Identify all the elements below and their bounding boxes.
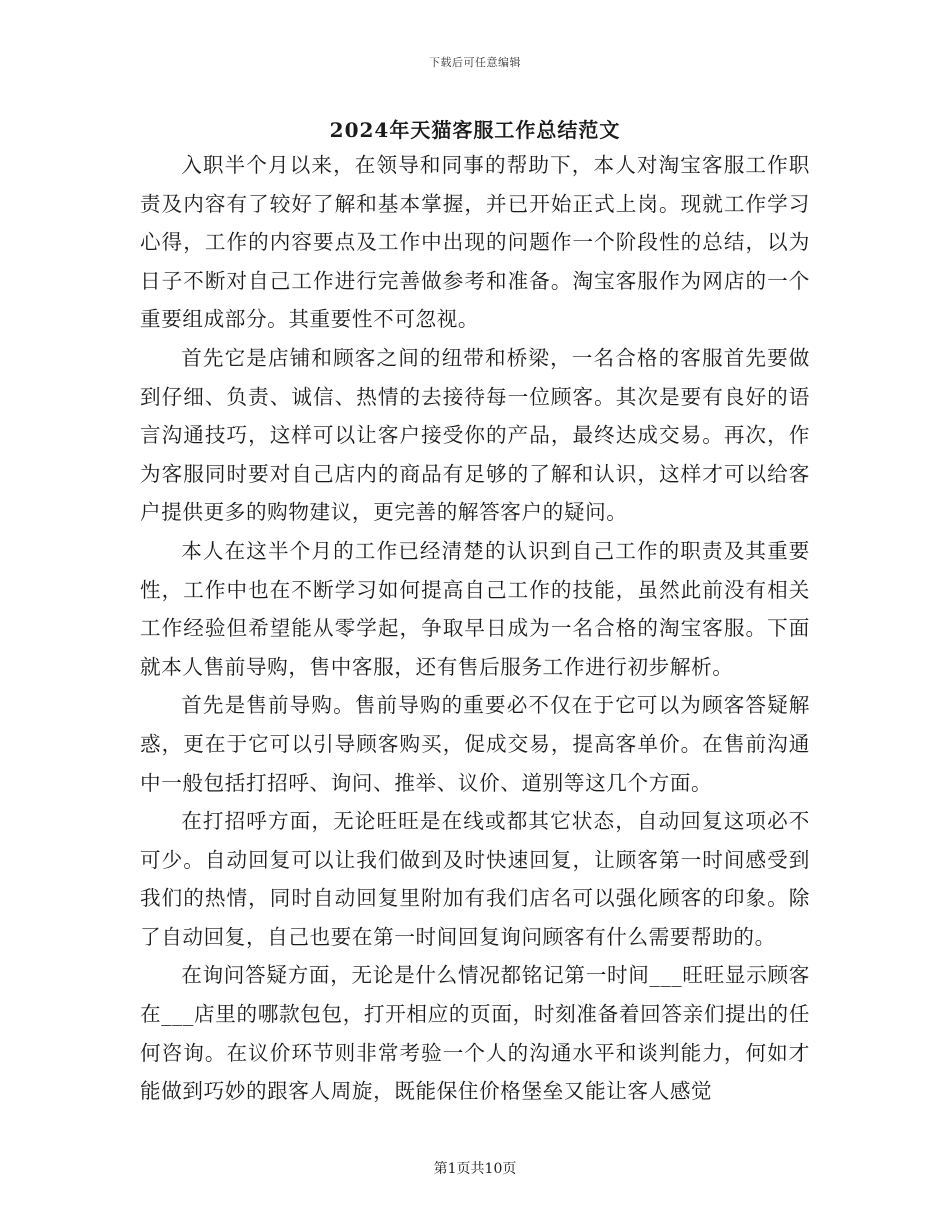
- page-number: 第1页共10页: [433, 1161, 517, 1177]
- document-title: 2024年天猫客服工作总结范文: [329, 118, 621, 142]
- paragraph-3: 本人在这半个月的工作已经清楚的认识到自己工作的职责及其重要性，工作中也在不断学习如何提高自己工作的技能，虽然此前没有相关工作经验但希望能从零学起，争取早日成为一名合格的淘宝客服。下面就本人售前导购，售中客服，还有售后服务工作进行初步解析。: [140, 538, 810, 679]
- document-body: [140, 146, 810, 1111]
- paragraph-5: 在打招呼方面，无论旺旺是在线或都其它状态，自动回复这项必不可少。自动回复可以让我们做到及时快速回复，让顾客第一时间感受到我们的热情，同时自动回复里附加有我们店名可以强化顾客的印象。除了自动回复，自己也要在第一时间回复询问顾客有什么需要帮助的。: [140, 809, 810, 949]
- header-note: 下载后可任意编辑: [429, 56, 521, 69]
- paragraph-1: 入职半个月以来，在领导和同事的帮助下，本人对淘宝客服工作职责及内容有了较好了解和基本掌握，并已开始正式上岗。现就工作学习心得，工作的内容要点及工作中出现的问题作一个阶段性的总结，以为日子不断对自己工作进行完善做参考和准备。淘宝客服作为网店的一个重要组成部分。其重要性不可忽视。: [140, 153, 810, 332]
- paragraph-6: 在询问答疑方面，无论是什么情况都铭记第一时间___旺旺显示顾客在___店里的哪款包包，打开相应的页面，时刻准备着回答亲们提出的任何咨询。在议价环节则非常考验一个人的沟通水平和谈判能力，何如才能做到巧妙的跟客人周旋，既能保住价格堡垒又能让客人感觉: [140, 963, 810, 1104]
- paragraph-4: 首先是售前导购。售前导购的重要必不仅在于它可以为顾客答疑解惑，更在于它可以引导顾客购买，促成交易，提高客单价。在售前沟通中一般包括打招呼、询问、推举、议价、道别等这几个方面。: [140, 693, 810, 795]
- paragraph-2: 首先它是店铺和顾客之间的纽带和桥梁，一名合格的客服首先要做到仔细、负责、诚信、热情的去接待每一位顾客。其次是要有良好的语言沟通技巧，这样可以让客户接受你的产品，最终达成交易。再次，作为客服同时要对自己店内的商品有足够的了解和认识，这样才可以给客户提供更多的购物建议，更完善的解答客户的疑问。: [140, 345, 810, 525]
